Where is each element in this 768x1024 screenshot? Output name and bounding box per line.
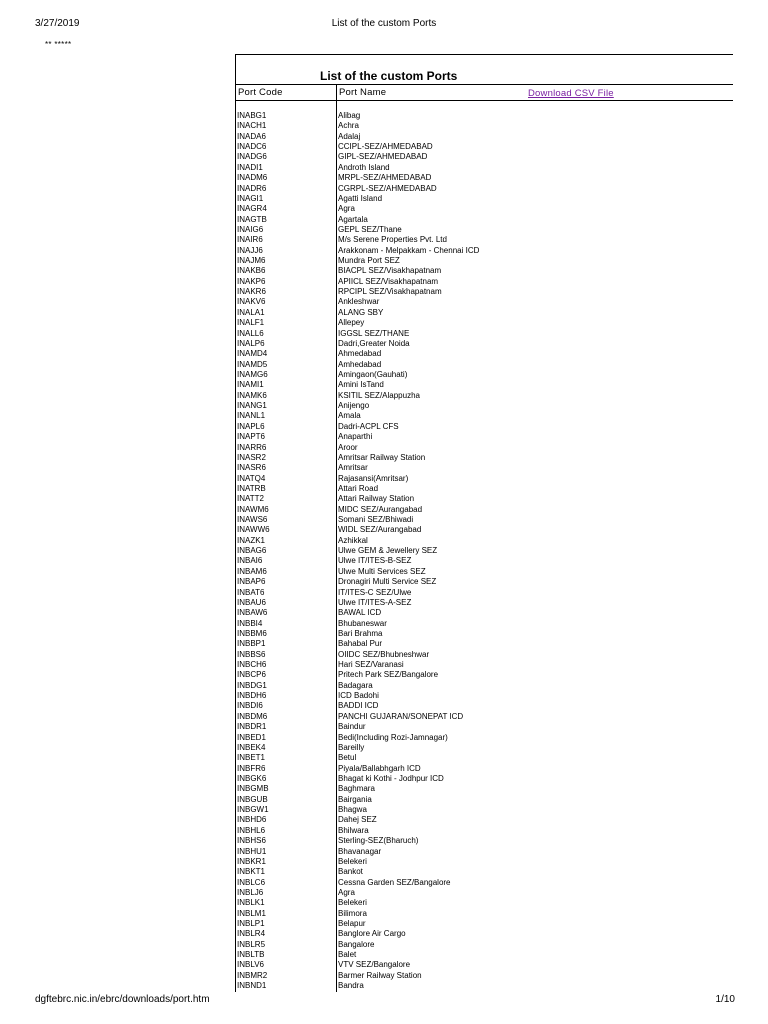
port-code-cell: INADG6 bbox=[237, 152, 267, 162]
table-row bbox=[236, 712, 733, 722]
table-row bbox=[236, 297, 733, 307]
table-row bbox=[236, 287, 733, 297]
table-row bbox=[236, 981, 733, 991]
port-name-cell: BADDI ICD bbox=[338, 701, 379, 711]
port-name-cell: Dadri-ACPL CFS bbox=[338, 421, 399, 431]
table-row bbox=[236, 753, 733, 763]
port-name-cell: Bedi(Including Rozi-Jamnagar) bbox=[338, 732, 448, 742]
table-row bbox=[236, 805, 733, 815]
table-row bbox=[236, 608, 733, 618]
port-name-cell: Belekeri bbox=[338, 898, 367, 908]
port-name-cell: Mundra Port SEZ bbox=[338, 256, 400, 266]
port-code-cell: INBBM6 bbox=[237, 628, 267, 638]
port-name-cell: Piyala/Ballabhgarh ICD bbox=[338, 763, 421, 773]
port-name-cell: IT/ITES-C SEZ/Ulwe bbox=[338, 587, 412, 597]
header-bottom-rule bbox=[236, 100, 733, 101]
port-code-cell: INALL6 bbox=[237, 328, 264, 338]
port-name-cell: Bhagwa bbox=[338, 805, 367, 815]
port-name-cell: Alibag bbox=[338, 111, 361, 120]
port-name-cell: Allepey bbox=[338, 318, 365, 328]
port-name-cell: Achra bbox=[338, 121, 359, 131]
port-name-cell: Adalaj bbox=[338, 131, 361, 141]
table-row bbox=[236, 194, 733, 204]
masked-text: ** ***** bbox=[45, 40, 72, 49]
port-code-cell: INADC6 bbox=[237, 142, 267, 152]
port-name-cell: Agra bbox=[338, 887, 355, 897]
port-name-cell: Bandra bbox=[338, 981, 364, 991]
port-name-cell: Banglore Air Cargo bbox=[338, 929, 406, 939]
table-row bbox=[236, 204, 733, 214]
port-code-cell: INAMI1 bbox=[237, 380, 264, 390]
port-name-cell: VTV SEZ/Bangalore bbox=[338, 960, 411, 970]
table-row bbox=[236, 836, 733, 846]
table-row bbox=[236, 960, 733, 970]
port-code-cell: INACH1 bbox=[237, 121, 267, 131]
table-row bbox=[236, 401, 733, 411]
port-code-cell: INAKR6 bbox=[237, 287, 266, 297]
port-name-cell: Anijengo bbox=[338, 401, 370, 411]
port-name-cell: ICD Badohi bbox=[338, 691, 379, 701]
port-name-cell: Belekeri bbox=[338, 856, 367, 866]
table-row bbox=[236, 463, 733, 473]
port-name-cell: Hari SEZ/Varanasi bbox=[338, 660, 404, 670]
table-row bbox=[236, 360, 733, 370]
port-code-cell: INASR6 bbox=[237, 463, 266, 473]
port-code-cell: INBAM6 bbox=[237, 566, 267, 576]
port-name-cell: Bilimora bbox=[338, 908, 367, 918]
table-row bbox=[236, 546, 733, 556]
table-row bbox=[236, 349, 733, 359]
port-name-cell: KSITIL SEZ/Alappuzha bbox=[338, 390, 420, 400]
port-code-cell: INASR2 bbox=[237, 452, 266, 462]
table-row bbox=[236, 132, 733, 142]
port-name-cell: Aroor bbox=[338, 442, 358, 452]
port-name-cell: Ankleshwar bbox=[338, 297, 380, 307]
port-code-cell: INBND1 bbox=[237, 981, 267, 991]
port-name-cell: MIDC SEZ/Aurangabad bbox=[338, 504, 423, 514]
port-name-cell: Bangalore bbox=[338, 939, 375, 949]
port-name-cell: Amritsar Railway Station bbox=[338, 452, 426, 462]
port-name-cell: Bareilly bbox=[338, 742, 365, 752]
table-row bbox=[236, 411, 733, 421]
port-name-cell: Ulwe Multi Services SEZ bbox=[338, 566, 426, 576]
page-number: 1/10 bbox=[715, 994, 735, 1005]
table-row bbox=[236, 815, 733, 825]
port-code-cell: INATQ4 bbox=[237, 473, 266, 483]
port-code-cell: INBCH6 bbox=[237, 660, 267, 670]
port-code-cell: INBDR1 bbox=[237, 722, 267, 732]
table-row bbox=[236, 246, 733, 256]
port-name-cell: Agra bbox=[338, 204, 355, 214]
port-code-cell: INATT2 bbox=[237, 494, 264, 504]
port-code-cell: INANG1 bbox=[237, 401, 267, 411]
table-row bbox=[236, 215, 733, 225]
port-code-cell: INBED1 bbox=[237, 732, 266, 742]
port-code-cell: INAGI1 bbox=[237, 193, 264, 203]
port-name-cell: Amingaon(Gauhati) bbox=[338, 369, 408, 379]
port-code-cell: INBLP1 bbox=[237, 919, 265, 929]
table-row bbox=[236, 722, 733, 732]
port-name-cell: OIIDC SEZ/Bhubneshwar bbox=[338, 649, 430, 659]
table-row bbox=[236, 784, 733, 794]
table-row bbox=[236, 515, 733, 525]
table-row bbox=[236, 525, 733, 535]
port-code-cell: INBKT1 bbox=[237, 867, 266, 877]
port-code-cell: INAIR6 bbox=[237, 235, 263, 245]
table-row bbox=[236, 380, 733, 390]
table-row bbox=[236, 909, 733, 919]
print-header-title: List of the custom Ports bbox=[331, 18, 437, 29]
port-code-cell: INAMK6 bbox=[237, 390, 267, 400]
port-name-cell: Amini IsTand bbox=[338, 380, 384, 390]
port-code-cell: INALA1 bbox=[237, 307, 265, 317]
table-row bbox=[236, 598, 733, 608]
table-row bbox=[236, 639, 733, 649]
port-code-cell: INBAW6 bbox=[237, 608, 268, 618]
table-row bbox=[236, 121, 733, 131]
port-code-cell: INAPT6 bbox=[237, 432, 266, 442]
table-row bbox=[236, 878, 733, 888]
port-code-cell: INATRB bbox=[237, 483, 266, 493]
port-name-cell: Bairgania bbox=[338, 794, 372, 804]
port-code-cell: INAZK1 bbox=[237, 535, 266, 545]
port-name-cell: Bhubaneswar bbox=[338, 618, 387, 628]
port-code-cell: INBAU6 bbox=[237, 597, 266, 607]
port-name-cell: Baindur bbox=[338, 722, 366, 732]
port-name-cell: Bari Brahma bbox=[338, 628, 383, 638]
port-code-cell: INANL1 bbox=[237, 411, 266, 421]
port-code-cell: INBBP1 bbox=[237, 639, 266, 649]
port-name-cell: APIICL SEZ/Visakhapatnam bbox=[338, 276, 439, 286]
table-row bbox=[236, 629, 733, 639]
port-name-cell: GIPL-SEZ/AHMEDABAD bbox=[338, 152, 428, 162]
port-name-cell: Ulwe GEM & Jewellery SEZ bbox=[338, 546, 438, 556]
table-row bbox=[236, 184, 733, 194]
port-code-cell: INAKV6 bbox=[237, 297, 266, 307]
table-row bbox=[236, 484, 733, 494]
column-header-port-code: Port Code bbox=[238, 87, 283, 98]
table-row bbox=[236, 173, 733, 183]
port-code-cell: INAJJ6 bbox=[237, 245, 263, 255]
print-date: 3/27/2019 bbox=[35, 18, 80, 29]
port-code-cell: INAKP6 bbox=[237, 276, 266, 286]
port-code-cell: INAWW6 bbox=[237, 525, 270, 535]
port-name-cell: Ulwe IT/ITES-B-SEZ bbox=[338, 556, 412, 566]
table-row bbox=[236, 691, 733, 701]
table-row bbox=[236, 733, 733, 743]
port-name-cell: Rajasansi(Amritsar) bbox=[338, 473, 409, 483]
table-row bbox=[236, 650, 733, 660]
port-code-cell: INBGUB bbox=[237, 794, 268, 804]
table-row bbox=[236, 701, 733, 711]
port-name-cell: Amhedabad bbox=[338, 359, 382, 369]
port-name-cell: Betul bbox=[338, 753, 357, 763]
port-code-cell: INBLR5 bbox=[237, 939, 266, 949]
port-name-cell: MRPL-SEZ/AHMEDABAD bbox=[338, 173, 432, 183]
port-name-cell: Androth Island bbox=[338, 162, 390, 172]
table-row bbox=[236, 370, 733, 380]
table-row bbox=[236, 743, 733, 753]
port-name-cell: Bankot bbox=[338, 867, 363, 877]
table-row bbox=[236, 432, 733, 442]
port-code-cell: INBHD6 bbox=[237, 815, 267, 825]
table-row bbox=[236, 329, 733, 339]
table-row bbox=[236, 950, 733, 960]
port-name-cell: Ahmedabad bbox=[338, 349, 382, 359]
table-row bbox=[236, 681, 733, 691]
table-row bbox=[236, 474, 733, 484]
port-code-cell: INBMR2 bbox=[237, 970, 268, 980]
table-row bbox=[236, 152, 733, 162]
port-code-cell: INBFR6 bbox=[237, 763, 266, 773]
port-code-cell: INBGW1 bbox=[237, 805, 269, 815]
port-code-cell: INBAP6 bbox=[237, 577, 266, 587]
port-code-cell: INBDM6 bbox=[237, 711, 268, 721]
port-code-cell: INARR6 bbox=[237, 442, 267, 452]
table-row bbox=[236, 588, 733, 598]
table-row bbox=[236, 857, 733, 867]
port-code-cell: INBAT6 bbox=[237, 587, 265, 597]
table-row bbox=[236, 505, 733, 515]
port-code-cell: INBLC6 bbox=[237, 877, 266, 887]
table-row bbox=[236, 256, 733, 266]
port-code-cell: INBBS6 bbox=[237, 649, 266, 659]
port-code-cell: INADI1 bbox=[237, 162, 263, 172]
port-name-cell: PANCHI GUJARAN/SONEPAT ICD bbox=[338, 711, 464, 721]
port-code-cell: INBHU1 bbox=[237, 846, 267, 856]
table-row bbox=[236, 567, 733, 577]
port-name-cell: Bhilwara bbox=[338, 825, 369, 835]
table-row bbox=[236, 670, 733, 680]
table-row bbox=[236, 339, 733, 349]
port-code-cell: INBLV6 bbox=[237, 960, 264, 970]
port-code-cell: INBLJ6 bbox=[237, 887, 264, 897]
table-body bbox=[236, 111, 733, 992]
port-code-cell: INBDH6 bbox=[237, 691, 267, 701]
table-row bbox=[236, 422, 733, 432]
port-code-cell: INBHL6 bbox=[237, 825, 266, 835]
port-code-cell: INAGTB bbox=[237, 214, 267, 224]
port-name-cell: Bhagat ki Kothi - Jodhpur ICD bbox=[338, 774, 444, 783]
port-name-cell: Sterling-SEZ(Bharuch) bbox=[338, 836, 419, 846]
port-code-cell: INAMD4 bbox=[237, 349, 268, 359]
port-code-cell: INBKR1 bbox=[237, 856, 266, 866]
port-name-cell: Dahej SEZ bbox=[338, 815, 377, 825]
port-name-cell: Bhavanagar bbox=[338, 846, 382, 856]
port-name-cell: WIDL SEZ/Aurangabad bbox=[338, 525, 422, 535]
port-name-cell: CCIPL-SEZ/AHMEDABAD bbox=[338, 142, 433, 152]
header-top-rule bbox=[236, 84, 733, 85]
port-code-cell: INAGR4 bbox=[237, 204, 267, 214]
port-code-cell: INADR6 bbox=[237, 183, 267, 193]
table-row bbox=[236, 867, 733, 877]
port-name-cell: Agartala bbox=[338, 214, 368, 224]
table-row bbox=[236, 308, 733, 318]
port-code-cell: INBAI6 bbox=[237, 556, 263, 566]
port-code-cell: INBDI6 bbox=[237, 701, 263, 711]
port-name-cell: RPCIPL SEZ/Visakhapatnam bbox=[338, 287, 442, 297]
table-row bbox=[236, 266, 733, 276]
table-row bbox=[236, 919, 733, 929]
port-code-cell: INAMD5 bbox=[237, 359, 268, 369]
port-code-cell: INBGMB bbox=[237, 784, 269, 794]
port-name-cell: Balet bbox=[338, 950, 357, 960]
port-name-cell: BAWAL ICD bbox=[338, 608, 382, 618]
port-name-cell: Pritech Park SEZ/Bangalore bbox=[338, 670, 439, 680]
port-code-cell: INAIG6 bbox=[237, 224, 264, 234]
port-code-cell: INABG1 bbox=[237, 111, 267, 120]
port-name-cell: Dronagiri Multi Service SEZ bbox=[338, 577, 437, 587]
table-row bbox=[236, 318, 733, 328]
port-code-cell: INBGK6 bbox=[237, 774, 267, 783]
port-code-cell: INBEK4 bbox=[237, 742, 266, 752]
port-name-cell: IGGSL SEZ/THANE bbox=[338, 328, 410, 338]
port-code-cell: INADA6 bbox=[237, 131, 266, 141]
port-name-cell: GEPL SEZ/Thane bbox=[338, 224, 402, 234]
port-code-cell: INAKB6 bbox=[237, 266, 266, 276]
port-code-cell: INAPL6 bbox=[237, 421, 265, 431]
port-code-cell: INBLK1 bbox=[237, 898, 265, 908]
table-row bbox=[236, 453, 733, 463]
table-row bbox=[236, 795, 733, 805]
table-row bbox=[236, 225, 733, 235]
port-name-cell: BIACPL SEZ/Visakhapatnam bbox=[338, 266, 442, 276]
port-name-cell: Amala bbox=[338, 411, 361, 421]
download-csv-link[interactable]: Download CSV File bbox=[528, 88, 614, 99]
port-name-cell: Dadri,Greater Noida bbox=[338, 338, 410, 348]
table-row bbox=[236, 619, 733, 629]
port-code-cell: INAWS6 bbox=[237, 515, 268, 525]
table-row bbox=[236, 536, 733, 546]
port-code-cell: INBBI4 bbox=[237, 618, 263, 628]
table-row bbox=[236, 764, 733, 774]
port-name-cell: Barmer Railway Station bbox=[338, 970, 422, 980]
port-name-cell: Amritsar bbox=[338, 463, 368, 473]
port-code-cell: INBDG1 bbox=[237, 680, 267, 690]
table-row bbox=[236, 847, 733, 857]
table-row bbox=[236, 142, 733, 152]
port-code-cell: INAMG6 bbox=[237, 369, 268, 379]
port-name-cell: Somani SEZ/Bhiwadi bbox=[338, 515, 414, 525]
table-row bbox=[236, 111, 733, 121]
port-code-cell: INBCP6 bbox=[237, 670, 266, 680]
port-name-cell: M/s Serene Properties Pvt. Ltd bbox=[338, 235, 447, 245]
port-name-cell: Bahabal Pur bbox=[338, 639, 383, 649]
port-name-cell: Attari Railway Station bbox=[338, 494, 415, 504]
port-name-cell: ALANG SBY bbox=[338, 307, 384, 317]
table-row bbox=[236, 494, 733, 504]
port-name-cell: Anaparthi bbox=[338, 432, 373, 442]
port-code-cell: INALP6 bbox=[237, 338, 265, 348]
port-name-cell: Ulwe IT/ITES-A-SEZ bbox=[338, 597, 412, 607]
table-row bbox=[236, 971, 733, 981]
port-code-cell: INADM6 bbox=[237, 173, 268, 183]
port-name-cell: Azhikkal bbox=[338, 535, 368, 545]
port-code-cell: INBLM1 bbox=[237, 908, 266, 918]
port-name-cell: Attari Road bbox=[338, 483, 379, 493]
port-code-cell: INBAG6 bbox=[237, 546, 267, 556]
table-row bbox=[236, 940, 733, 950]
table-row bbox=[236, 163, 733, 173]
port-name-cell: Badagara bbox=[338, 680, 373, 690]
port-code-cell: INAJM6 bbox=[237, 256, 266, 266]
column-header-port-name: Port Name bbox=[339, 87, 387, 98]
port-code-cell: INALF1 bbox=[237, 318, 265, 328]
port-name-cell: Arakkonam - Melpakkam - Chennai ICD bbox=[338, 245, 480, 255]
port-code-cell: INAWM6 bbox=[237, 504, 269, 514]
port-name-cell: Baghmara bbox=[338, 784, 375, 794]
port-code-cell: INBLTB bbox=[237, 950, 265, 960]
print-footer-url: dgftebrc.nic.in/ebrc/downloads/port.htm bbox=[35, 994, 210, 1005]
table-row bbox=[236, 888, 733, 898]
port-code-cell: INBHS6 bbox=[237, 836, 266, 846]
table-row bbox=[236, 443, 733, 453]
port-name-cell: CGRPL-SEZ/AHMEDABAD bbox=[338, 183, 437, 193]
table-row bbox=[236, 774, 733, 784]
table-row bbox=[236, 898, 733, 908]
table-row bbox=[236, 277, 733, 287]
port-code-cell: INBET1 bbox=[237, 753, 266, 763]
table-row bbox=[236, 577, 733, 587]
port-name-cell: Cessna Garden SEZ/Bangalore bbox=[338, 877, 451, 887]
ports-table bbox=[235, 54, 733, 992]
table-row bbox=[236, 556, 733, 566]
table-row bbox=[236, 826, 733, 836]
port-name-cell: Belapur bbox=[338, 919, 366, 929]
port-code-cell: INBLR4 bbox=[237, 929, 266, 939]
table-row bbox=[236, 391, 733, 401]
document-heading: List of the custom Ports bbox=[320, 69, 458, 83]
table-row bbox=[236, 660, 733, 670]
table-row bbox=[236, 929, 733, 939]
port-name-cell: Agatti Island bbox=[338, 193, 383, 203]
table-row bbox=[236, 235, 733, 245]
